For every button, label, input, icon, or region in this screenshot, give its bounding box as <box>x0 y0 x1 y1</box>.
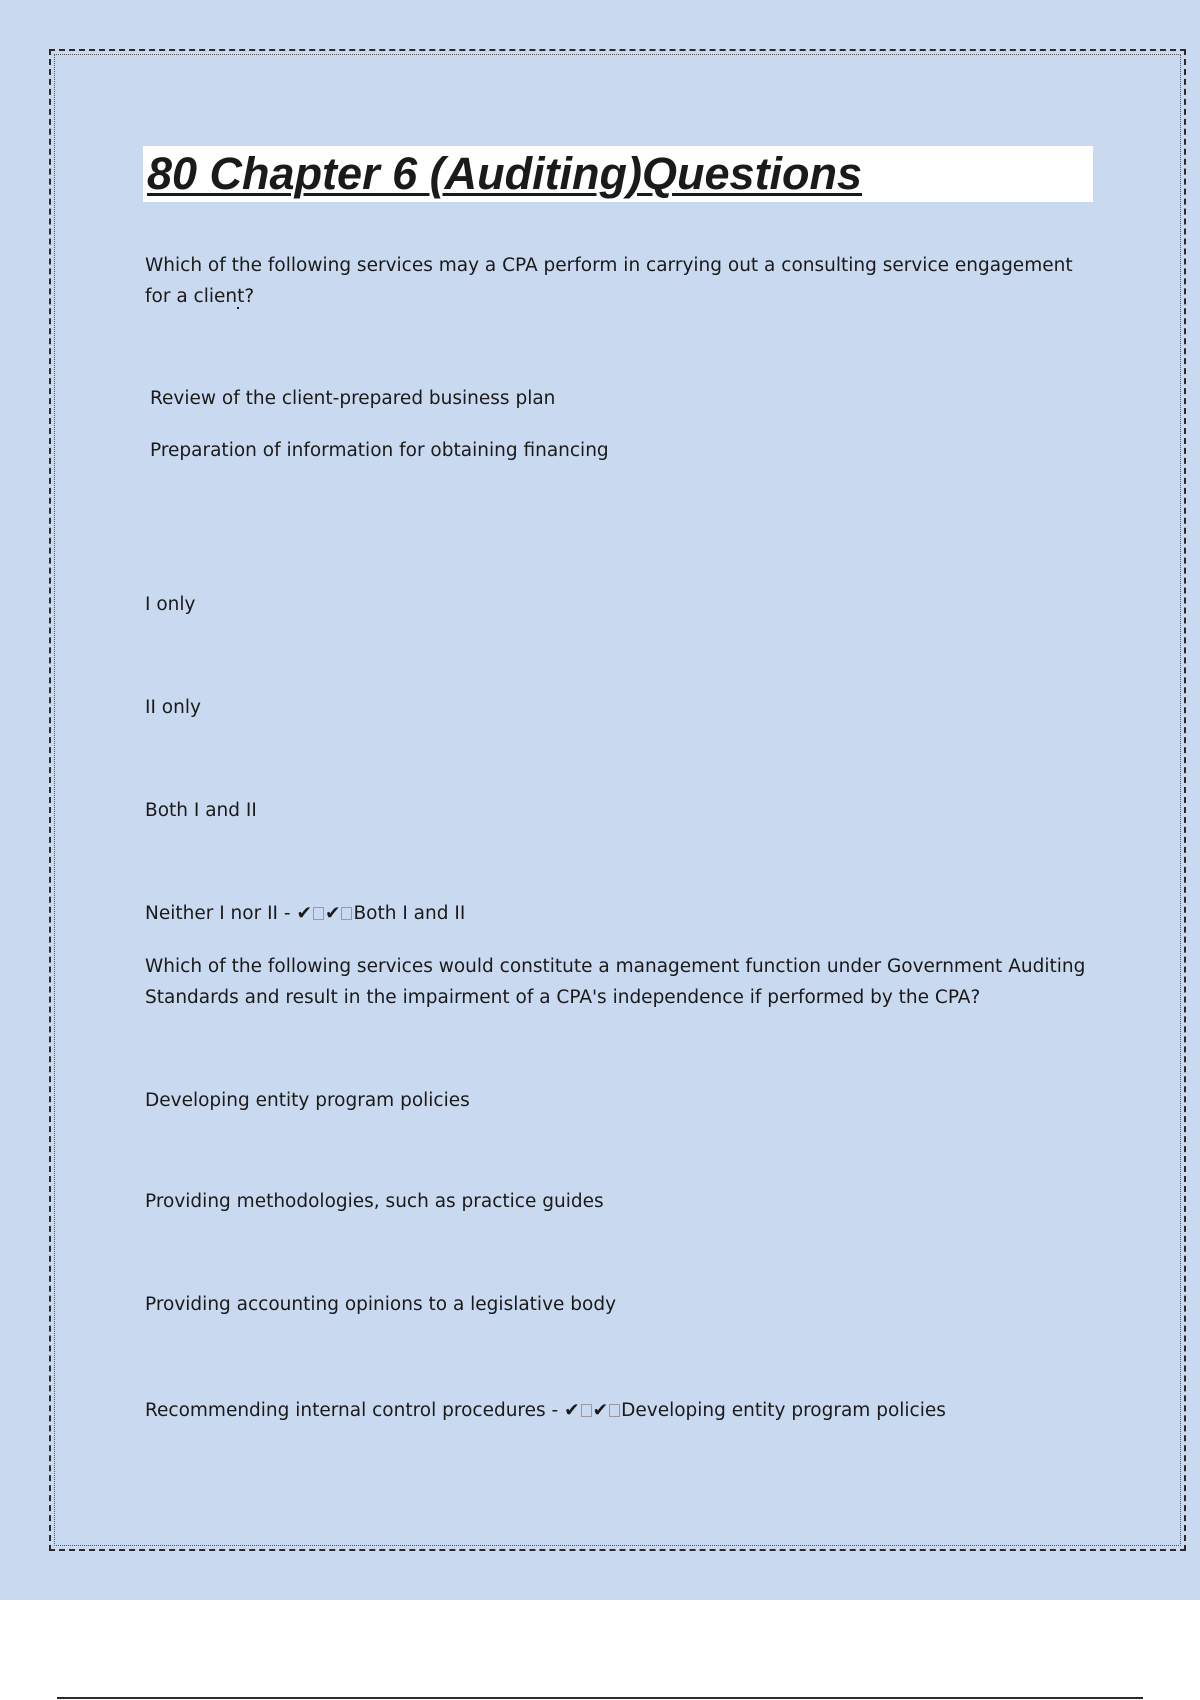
checkbox-icon <box>313 907 324 920</box>
checkmark-icon: ✔ <box>296 903 312 924</box>
question-2-option-2: Providing methodologies, such as practice guides <box>145 1191 604 1212</box>
checkmark-icon: ✔ <box>592 1400 609 1421</box>
question-2-last-option-line <box>145 1396 946 1426</box>
question-2-option-4: Recommending internal control procedures - <box>145 1400 565 1421</box>
question-1-option-2: II only <box>145 697 201 718</box>
question-1-option-4: Neither I nor II - <box>145 903 297 924</box>
question-2-answer: Developing entity program policies <box>621 1400 946 1421</box>
checkmark-icon: ✔ <box>564 1400 580 1421</box>
question-1-item-2: Preparation of information for obtaining financing <box>150 440 609 461</box>
question-1-option-3: Both I and II <box>145 800 257 821</box>
checkbox-icon <box>341 907 352 920</box>
checkbox-icon <box>581 1404 592 1417</box>
page-title: 80 Chapter 6 (Auditing)Questions <box>147 148 863 199</box>
checkbox-icon <box>609 1404 620 1417</box>
question-2-text: Which of the following services would constitute a management function under Government Auditing Standards and result in the impairment of a CPA's independence if performed by the CPA? <box>145 956 1086 1008</box>
checkmark-icon: ✔ <box>324 903 341 924</box>
question-1-last-option-line <box>145 899 465 929</box>
question-1-text: Which of the following services may a CPA perform in carrying out a consulting service engagement for a client? <box>145 255 1073 307</box>
question-1-item-1: Review of the client-prepared business plan <box>150 388 556 409</box>
stray-dot <box>237 307 239 309</box>
question-1-answer: Both I and II <box>353 903 466 924</box>
question-1-option-1: I only <box>145 594 196 615</box>
question-2-option-1: Developing entity program policies <box>145 1090 470 1111</box>
question-2-option-3: Providing accounting opinions to a legislative body <box>145 1294 617 1315</box>
footer-divider <box>57 1697 1143 1699</box>
